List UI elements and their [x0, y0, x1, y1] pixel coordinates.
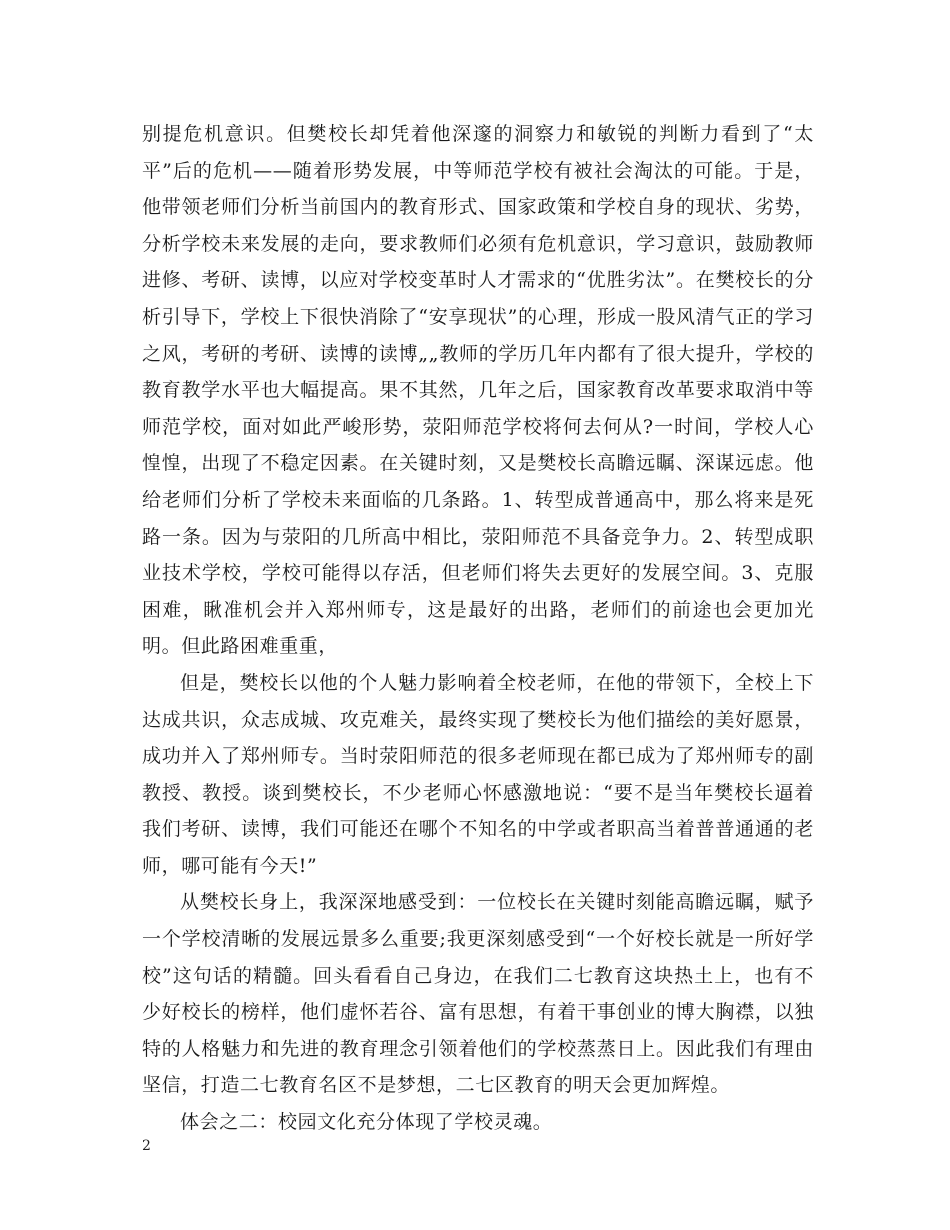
paragraph-2: 但是，樊校长以他的个人魅力影响着全校老师，在他的带领下，全校上下达成共识，众志成城、攻克难关，最终实现了樊校长为他们描绘的美好愿景，成功并入了郑州师专。当时荥阳师范的很多老师现在都已成为了郑州师专的副教授、教授。谈到樊校长，不少老师心怀感激地说：“要不是当年樊校长逼着我们考研、读博，我们可能还在哪个不知名的中学或者职高当着普普通通的老师，哪可能有今天!”	[142, 671, 814, 877]
paragraph-3: 从樊校长身上，我深深地感受到：一位校长在关键时刻能高瞻远瞩，赋予一个学校清晰的发展远景多么重要;我更深刻感受到“一个好校长就是一所好学校”这句话的精髓。回头看看自己身边，在我们二七教育这块热土上，也有不少好校长的榜样，他们虚怀若谷、富有思想，有着干事创业的博大胸襟，以独特的人格魅力和先进的教育理念引领着他们的学校蒸蒸日上。因此我们有理由坚信，打造二七教育名区不是梦想，二七区教育的明天会更加辉煌。	[142, 891, 814, 1097]
page-number: 2	[142, 1138, 151, 1154]
paragraph-1: 别提危机意识。但樊校长却凭着他深邃的洞察力和敏锐的判断力看到了“太平”后的危机——随着形势发展，中等师范学校有被社会淘汰的可能。于是，他带领老师们分析当前国内的教育形式、国家政策和学校自身的现状、劣势，分析学校未来发展的走向，要求教师们必须有危机意识，学习意识，鼓励教师进修、考研、读博，以应对学校变革时人才需求的“优胜劣汰”。在樊校长的分析引导下，学校上下很快消除了“安享现状”的心理，形成一股风清气正的学习之风，考研的考研、读博的读博„„教师的学历几年内都有了很大提升，学校的教育教学水平也大幅提高。果不其然，几年之后，国家教育改革要求取消中等师范学校，面对如此严峻形势，荥阳师范学校将何去何从?一时间，学校人心惶惶，出现了不稳定因素。在关键时刻，又是樊校长高瞻远瞩、深谋远虑。他给老师们分析了学校未来面临的几条路。1、转型成普通高中，那么将来是死路一条。因为与荥阳的几所高中相比，荥阳师范不具备竞争力。2、转型成职业技术学校，学校可能得以存活，但老师们将失去更好的发展空间。3、克服困难，瞅准机会并入郑州师专，这是最好的出路，老师们的前途也会更加光明。但此路困难重重，	[142, 123, 814, 658]
paragraph-4: 体会之二：校园文化充分体现了学校灵魂。	[180, 1111, 553, 1134]
body-text	[142, 116, 814, 1141]
